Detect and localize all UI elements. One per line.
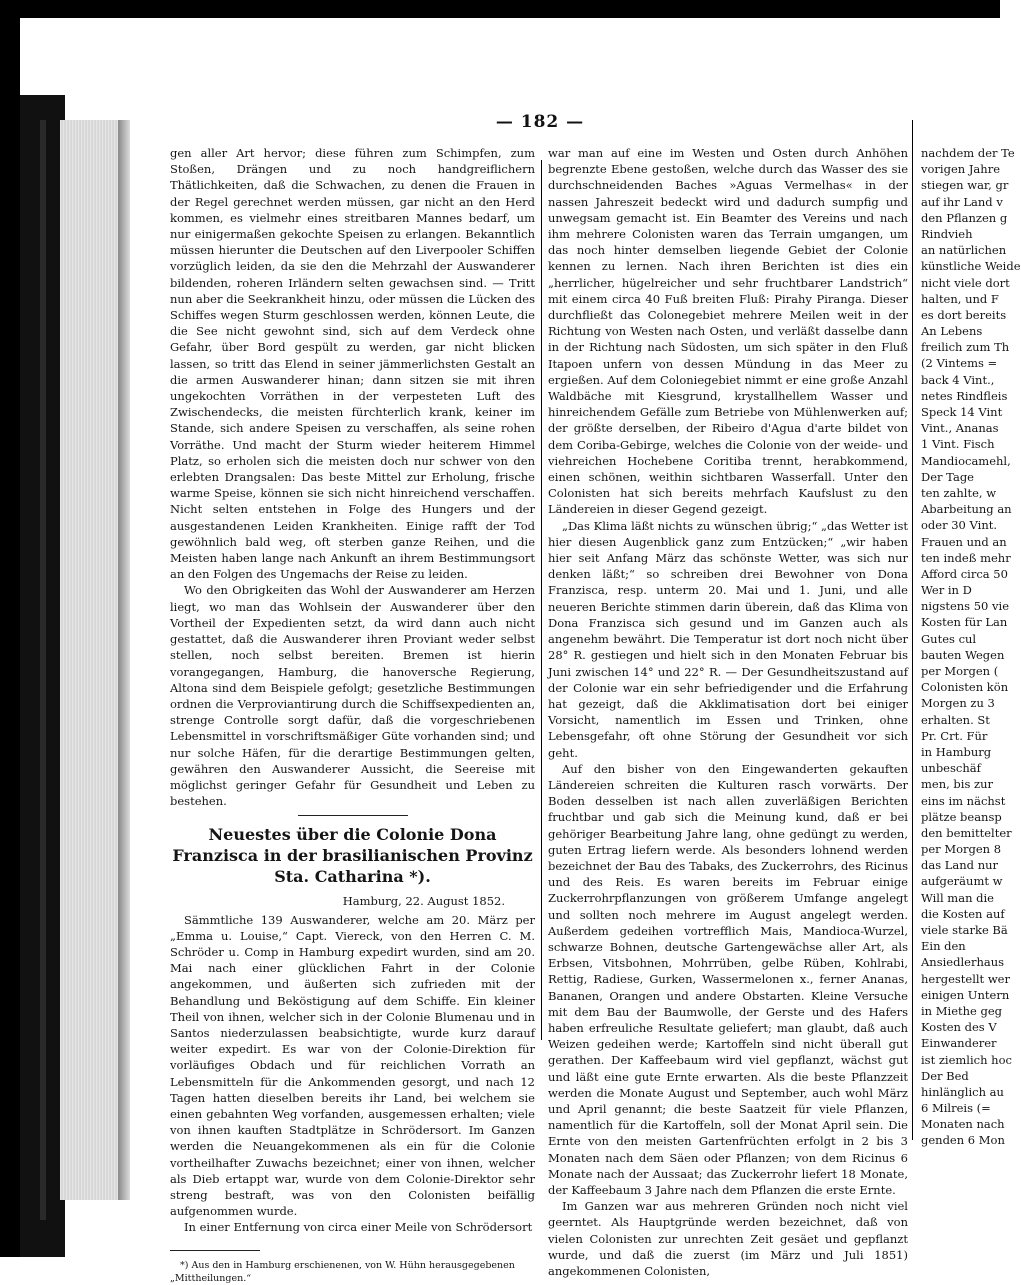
- page-gutter-line: [912, 120, 913, 1140]
- cut-line: den bemittelter: [921, 825, 1012, 840]
- cut-line: auf ihr Land v: [921, 194, 1003, 209]
- cut-line: Morgen zu 3: [921, 696, 995, 711]
- cut-line: Rindvieh: [921, 226, 973, 241]
- footnote: *) Aus den in Hamburg erschienenen, von W. Hühn herausgegebenen „Mittheilungen.“: [170, 1259, 515, 1284]
- cut-line: netes Rindfleis: [921, 388, 1008, 403]
- scan-border-top: [0, 0, 1000, 18]
- cut-line: künstliche Weide: [921, 259, 1021, 274]
- cut-line: Wer in D: [921, 583, 972, 598]
- cut-line: nicht viele dort: [921, 275, 1010, 290]
- cut-line: Abarbeitung an: [921, 502, 1012, 517]
- cut-line: (2 Vintems =: [921, 356, 998, 371]
- cut-line: men, bis zur: [921, 777, 993, 792]
- page-edge-shadow: [118, 120, 130, 1200]
- column-cut-off: [921, 145, 1021, 1149]
- cut-line: bauten Wegen: [921, 647, 1005, 662]
- cut-line: ist ziemlich hoc: [921, 1052, 1012, 1067]
- cut-line: unbeschäf: [921, 761, 981, 776]
- cut-line: in Hamburg: [921, 744, 992, 759]
- column-right: [548, 145, 908, 1279]
- cut-line: Vint., Ananas: [921, 421, 999, 436]
- paragraph: Wo den Obrigkeiten das Wohl der Auswanderer am Herzen liegt, wo man das Wohlsein der Auswanderer über den Vortheil der Expedienten setzt, da wird dann auch nicht gestattet, daß die Auswanderer ihren Proviant weder selbst stellen, noch selbst bereiten. Bremen ist hierin vorangegangen, Hamburg, die hanoversche Regierung, Altona sind dem Beispiele gefolgt; gesetzliche Bestimmungen ordnen die Verproviantirung durch die Schiffsexpedienten an, strenge Controlle sorgt dafür, daß die vorgeschriebenen Lebensmittel in vorschriftsmäßiger Güte vorhanden sind; und nur solche Häfen, für die derartige Bestimmungen gelten, gewähren den Auswanderer Aussicht, die Seereise mit möglichst geringer Gefahr für Gesundheit und Leben zu bestehen.: [170, 583, 535, 809]
- cut-line: oder 30 Vint.: [921, 518, 997, 533]
- cut-line: es dort bereits: [921, 307, 1007, 322]
- cut-line: Kosten für Lan: [921, 615, 1008, 630]
- cut-line: Afford circa 50: [921, 566, 1008, 581]
- cut-line: Will man die: [921, 890, 994, 905]
- cut-line: ten indeß mehr: [921, 550, 1011, 565]
- cut-line: Einwanderer: [921, 1036, 997, 1051]
- cut-line: Mandiocamehl,: [921, 453, 1011, 468]
- cut-line: eins im nächst: [921, 793, 1006, 808]
- page-edges: [60, 120, 125, 1200]
- scan-border-left: [0, 0, 20, 1257]
- cut-line: den Pflanzen g: [921, 210, 1008, 225]
- cut-line: hinlänglich au: [921, 1084, 1004, 1099]
- paragraph: In einer Entfernung von circa einer Meile von Schrödersort: [184, 1220, 533, 1235]
- cut-line: Ein den: [921, 939, 966, 954]
- cut-line: Kosten des V: [921, 1020, 997, 1035]
- cut-line: die Kosten auf: [921, 906, 1005, 921]
- cut-line: hergestellt wer: [921, 971, 1010, 986]
- cut-line: per Morgen (: [921, 664, 999, 678]
- cut-line: das Land nur: [921, 858, 999, 873]
- cut-line: plätze beansp: [921, 809, 1002, 824]
- cut-line: genden 6 Mon: [921, 1133, 1005, 1148]
- cut-line: 1 Vint. Fisch: [921, 437, 995, 452]
- cut-line: Pr. Crt. Für: [921, 728, 988, 743]
- dateline: Hamburg, 22. August 1852.: [342, 894, 505, 909]
- cut-line: Gutes cul: [921, 631, 977, 646]
- cut-line: Colonisten kön: [921, 680, 1009, 695]
- cut-line: Frauen und an: [921, 534, 1007, 549]
- footnote-rule: [170, 1250, 260, 1251]
- section-rule: [298, 815, 408, 816]
- cut-line: Ansiedlerhaus: [921, 955, 1005, 970]
- paragraph: war man auf eine im Westen und Osten durch Anhöhen begrenzte Ebene gestoßen, welche durch das Wasser des sie durchschneidenden Baches »Aguas Vermelhas« in der nassen Jahreszeit bedeckt wird und dadurch sumpfig und unwegsam gemacht ist. Ein Beamter des Vereins und nach ihm mehrere Colonisten waren das Terrain umgangen, um das noch hinter demselben liegende Gebiet der Colonie kennen zu lernen. Nach ihren Berichten ist dies ein „herrlicher, hügelreicher und sehr fruchtbarer Landstrich“ mit einem circa 40 Fuß breiten Fluß: Pirahy Piranga. Dieser durchfließt das Colonegebiet mehrere Meilen weit in der Richtung von Westen nach Osten, und verläßt dasselbe dann in der Richtung nach Südosten, um sich später in den Fluß Itapoen unfern von dessen Mündung in das Meer zu ergießen. Auf dem Coloniegebiet nimmt er eine große Anzahl Waldbäche mit Kiesgrund, krystallhellem Wasser und hinreichendem Gefälle zum Betriebe von Mühlenwerken auf; der größte derselben, der Ribeiro d'Agua d'arte bildet von dem Coriba-Gebirge, welches die Colonie von der weide- und viehreichen Hochebene Coritiba trennt, herabkommend, einen schönen, weithin sichtbaren Wasserfall. Unter den Colonisten hat sich bereits mehrfach Kaufslust zu den Ländereien in dieser Gegend gezeigt.: [548, 146, 908, 517]
- cut-line: Der Tage: [921, 469, 974, 484]
- cut-line: erhalten. St: [921, 712, 990, 727]
- paragraph: „Das Klima läßt nichts zu wünschen übrig;“ „das Wetter ist hier diesen Augenblick ganz zum Entzücken;“ „wir haben hier seit Anfang März das schönste Wetter, was sich nur denken läßt;“ so schreiben drei Bewohner von Dona Franzisca, resp. unterm 20. Mai und 1. Juni, und alle neueren Berichte stimmen darin überein, daß das Klima von Dona Franzisca sich gesund und im Ganzen auch als angenehm bewährt. Die Temperatur ist dort noch nicht über 28° R. gestiegen und hielt sich in den Monaten Februar bis Juni zwischen 14° und 22° R. — Der Gesundheitszustand auf der Colonie war ein sehr befriedigender und die Erfahrung hat gezeigt, daß die Akklimatisation dort bei einiger Vorsicht, namentlich im Essen und Trinken, ohne Lebensgefahr, oft ohne Störung der Gesundheit vor sich geht.: [548, 518, 908, 760]
- cut-line: ten zahlte, w: [921, 485, 997, 500]
- paragraph: Auf den bisher von den Eingewanderten gekauften Ländereien schreiten die Kulturen rasch vorwärts. Der Boden desselben ist nach allen zuverläßigen Berichten fruchtbar und gab sich die Meinung kund, daß er bei gehöriger Bearbeitung Jahre lang, ohne gedüngt zu werden, guten Ertrag liefern werde. Als besonders lohnend werden bezeichnet der Bau des Tabaks, des Zuckerrohrs, des Ricinus und des Reis. Es waren bereits im Februar einige Zuckerrohrpflanzungen von größerem Umfange angelegt und sollten noch mehrere im August angelegt werden. Außerdem gedeihen vortrefflich Mais, Mandioca-Wurzel, schwarze Bohnen, deutsche Gartengewächse aller Art, als Erbsen, Vitsbohnen, Mohrrüben, gelbe Rüben, Kohlrabi, Rettig, Radiese, Gurken, Wassermelonen x., ferner Ananas, Bananen, Orangen und andere Obstarten. Kleine Versuche mit dem Bau der Baumwolle, der Gerste und des Hafers haben erfreuliche Resultate geliefert; man glaubt, daß auch Weizen gedeihen werde; Kartoffeln sind nicht überall gut gerathen. Der Kaffeebaum wird viel gepflanzt, wächst gut und läßt eine gute Ernte erwarten. Als die beste Pflanzzeit werden die Monate August und September, auch wohl März und April genannt; die beste Saatzeit für viele Pflanzen, namentlich für die Kartoffeln, soll der Monat April sein. Die Ernte von den meisten Gartenfrüchten erfolgt in 2 bis 3 Monaten nach dem Säen oder Pflanzen; von dem Ricinus 6 Monate nach der Aussaat; das Zuckerrohr liefert 18 Monate, der Kaffeebaum 3 Jahre nach dem Pflanzen die erste Ernte.: [548, 761, 908, 1197]
- cut-line: halten, und F: [921, 291, 999, 306]
- cut-line: back 4 Vint.,: [921, 372, 995, 387]
- paragraph: gen aller Art hervor; diese führen zum Schimpfen, zum Stoßen, Drängen und zu noch handgreiflichern Thätlichkeiten, daß die Schwachen, zu denen die Frauen in der Regel gerechnet werden müssen, gar nicht an den Herd kommen, es vielmehr eines streitbaren Mannes bedarf, um nur einigermaßen gekochte Speisen zu erlangen. Bekanntlich müssen hierunter die Deutschen auf den Liverpooler Schiffen vorzüglich leiden, da sie den die Mehrzahl der Auswanderer bildenden, roheren Irländern selten gewachsen sind. — Tritt nun aber die Seekrankheit hinzu, oder müssen die Lücken des Schiffes wegen Sturm geschlossen werden, können Leute, die die See nicht gewohnt sind, sich auf dem Verdeck ohne Gefahr, über Bord gespült zu werden, gar nicht blicken lassen, so tritt das Elend in seiner jämmerlichsten Gestalt an die armen Auswanderer hinan; dann sitzen sie mit ihren ungekochten Vorräthen in der verpesteten Luft des Zwischendecks, die meisten fürchterlich krank, keiner im Stande, sich andere Speisen zu verschaffen, als seine rohen Vorräthe. Und macht der Sturm wieder heiterem Himmel Platz, so erholen sich die meisten doch nur schwer von den erlebten Drangsalen: Das beste Mittel zur Erholung, frische warme Speise, können sie sich nicht hinreichend verschaffen. Nicht selten entstehen in Folge des Hungers und der ausgestandenen Leiden Krankheiten. Einige rafft der Tod gewöhnlich bald weg, oft sterben ganze Reihen, und die Meisten haben lange nach Ankunft an ihrem Bestimmungsort an den Folgen des Ungemachs der Reise zu leiden.: [170, 146, 535, 582]
- article-heading: Neuestes über die Colonie Dona Franzisca in der brasilianischen Provinz Sta. Catharina *).: [172, 825, 533, 887]
- paragraph: Sämmtliche 139 Auswanderer, welche am 20. März per „Emma u. Louise,“ Capt. Viereck, von den Herren C. M. Schröder u. Comp in Hamburg expedirt wurden, sind am 20. Mai nach einer glücklichen Fahrt in der Colonie angekommen, und äußerten sich zufrieden mit der Behandlung und Beköstigung auf dem Schiffe. Ein kleiner Theil von ihnen, welcher sich in der Colonie Blumenau und in Santos niederzulassen beabsichtigte, wurde kurz darauf weiter expedirt. Es war von der Colonie-Direktion für vorläufiges Obdach und für reichlichen Vorrath an Lebensmitteln für die Ankommenden gesorgt, und nach 12 Tagen hatten dieselben bereits ihr Land, bei welchem sie einen gebahnten Weg vorfanden, ausgemessen erhalten; viele von ihnen kauften Stadtplätze in Schrödersort. Im Ganzen werden die Neuangekommenen als ein für die Colonie vortheilhafter Zuwachs bezeichnet; einer von ihnen, welcher als Dieb ertappt war, wurde von dem Colonie-Direktor sehr streng bestraft, was von den Colonisten beifällig aufgenommen wurde.: [170, 912, 535, 1219]
- cut-line: viele starke Bä: [921, 923, 1008, 937]
- cut-line: nigstens 50 vie: [921, 599, 1010, 614]
- page-number: — 182 —: [495, 112, 585, 132]
- cut-line: Monaten nach: [921, 1117, 1005, 1132]
- cut-line: An Lebens: [921, 324, 983, 339]
- paragraph: Im Ganzen war aus mehreren Gründen noch nicht viel geerntet. Als Hauptgründe werden bezeichnet, daß von vielen Colonisten zur unrechten Zeit gesäet und gepflanzt wurde, und daß die zuerst (im März und Juli 1851) angekommenen Colonisten,: [548, 1199, 908, 1279]
- cut-line: stiegen war, gr: [921, 178, 1009, 193]
- column-divider-1: [541, 160, 542, 1040]
- cut-line: Der Bed: [921, 1068, 969, 1083]
- cut-line: freilich zum Th: [921, 340, 1010, 355]
- cut-line: vorigen Jahre: [921, 162, 1001, 177]
- cut-line: in Miethe geg: [921, 1003, 1003, 1018]
- cut-line: nachdem der Te: [921, 146, 1015, 160]
- cut-line: einigen Untern: [921, 987, 1010, 1002]
- column-left: [170, 145, 535, 1285]
- cut-line: per Morgen 8: [921, 842, 1002, 857]
- cut-line: 6 Milreis (=: [921, 1101, 991, 1116]
- book-spine-stripe: [40, 120, 46, 1220]
- cut-line: Speck 14 Vint: [921, 405, 1003, 419]
- cut-line: aufgeräumt w: [921, 874, 1003, 889]
- cut-line: an natürlichen: [921, 243, 1007, 258]
